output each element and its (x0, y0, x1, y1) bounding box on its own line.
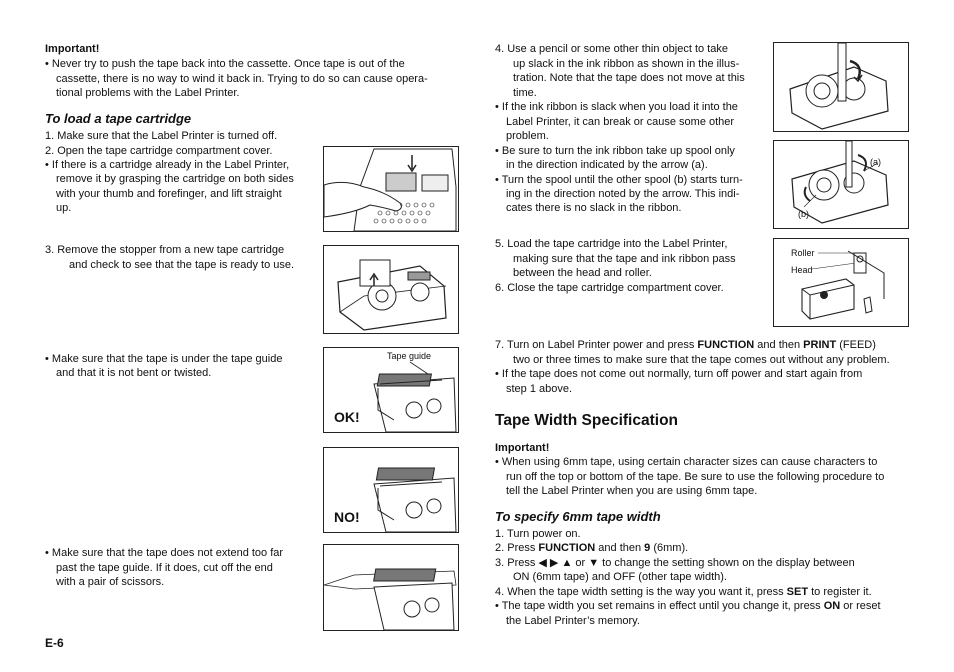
step-7: two or three times to make sure that the tape comes out without any problem. (513, 354, 890, 366)
page-number: E-6 (45, 636, 64, 650)
label-b: (b) (798, 209, 809, 219)
figure-pencil-slack (773, 42, 909, 132)
figure-spools (773, 140, 909, 229)
down-arrow-icon: ▼ (588, 557, 600, 569)
figure-stopper (323, 245, 459, 334)
bullet-line: run off the top or bottom of the tape. Be sure to use the following procedure to (506, 471, 885, 483)
ribbon-spools-illustration (774, 141, 908, 228)
figure-tape-extend (323, 544, 459, 631)
bullet-line: cates there is no slack in the ribbon. (506, 202, 682, 214)
step-1: 1. Make sure that the Label Printer is turned off. (45, 130, 278, 142)
step-3: 3. Remove the stopper from a new tape cartridge (45, 244, 285, 256)
function-key-label: FUNCTION (538, 542, 596, 554)
on-key-label: ON (823, 600, 841, 612)
section-title: Tape Width Specification (495, 412, 679, 429)
spec-step-3: ON (6mm tape) and OFF (other tape width). (513, 571, 727, 583)
head-label: Head (791, 265, 813, 275)
bullet-line: • Be sure to turn the ink ribbon take up spool only (495, 145, 735, 157)
step-4: 4. Use a pencil or some other thin object to take (495, 43, 728, 55)
text: or (572, 557, 589, 569)
cartridge-stopper-illustration (324, 246, 458, 333)
step-7 (495, 338, 876, 352)
figure-roller-head (773, 238, 909, 327)
spec-step-2 (495, 541, 688, 555)
tape-extend-illustration (324, 545, 458, 630)
bullet-line: with a pair of scissors. (56, 576, 165, 588)
bullet-line: ing in the direction noted by the arrow. This indi- (506, 188, 740, 200)
step-5: making sure that the tape and ink ribbon pass (513, 253, 736, 265)
text: to register it. (808, 586, 872, 598)
label-a: (a) (870, 157, 881, 167)
bullet-line: step 1 above. (506, 383, 573, 395)
bullet-line: • Make sure that the tape does not extend too far (45, 547, 284, 559)
arrow-keys-icon: ◀ ▶ ▲ (538, 557, 573, 569)
important-heading: Important! (45, 43, 100, 55)
figure-tape-guide-ok (323, 347, 459, 433)
step-4: time. (513, 87, 537, 99)
bullet-line: • If the tape does not come out normally, turn off power and start again from (495, 368, 863, 380)
figure-tape-guide-no (323, 447, 459, 533)
bullet-line: • When using 6mm tape, using certain character sizes can cause characters to (495, 456, 878, 468)
bullet-line: • If there is a cartridge already in the Label Printer, (45, 159, 290, 171)
step-3: and check to see that the tape is ready to use. (69, 259, 295, 271)
text: or reset (840, 600, 881, 612)
bullet-line: in the direction indicated by the arrow (a). (506, 159, 708, 171)
no-label: NO! (334, 509, 360, 525)
spec-step-3 (495, 556, 855, 570)
text: 4. When the tape width setting is the way you want it, press (495, 586, 787, 598)
step-6: 6. Close the tape cartridge compartment cover. (495, 282, 724, 294)
bullet-line: up. (56, 202, 72, 214)
set-key-label: SET (786, 586, 809, 598)
warning-text-line: • Never try to push the tape back into the cassette. Once tape is out of the (45, 58, 405, 70)
print-key-label: PRINT (803, 339, 837, 351)
figure-remove-cartridge (323, 146, 459, 232)
bullet-line: with your thumb and forefinger, and lift straight (56, 188, 282, 200)
text: and then (754, 339, 804, 351)
text: (6mm). (650, 542, 689, 554)
specify-width-title: To specify 6mm tape width (495, 509, 661, 524)
spec-step-1: 1. Turn power on. (495, 528, 581, 540)
bullet-line: the Label Printer’s memory. (506, 615, 640, 627)
bullet-line: Label Printer, it can break or cause some other (506, 116, 735, 128)
text: 3. Press (495, 557, 539, 569)
tape-guide-label: Tape guide (387, 351, 432, 361)
text: to change the setting shown on the display between (599, 557, 855, 569)
bullet-line: tell the Label Printer when you are using 6mm tape. (506, 485, 758, 497)
step-4: tration. Note that the tape does not move at this (513, 72, 745, 84)
text: 7. Turn on Label Printer power and press (495, 339, 698, 351)
text: 2. Press (495, 542, 539, 554)
bullet-line: • Make sure that the tape is under the tape guide (45, 353, 283, 365)
bullet-line: • Turn the spool until the other spool (b) starts turn- (495, 174, 743, 186)
bullet-line: past the tape guide. If it does, cut off the end (56, 562, 273, 574)
ok-label: OK! (334, 409, 360, 425)
bullet-line: remove it by grasping the cartridge on both sides (56, 173, 294, 185)
roller-label: Roller (791, 248, 815, 258)
text: • The tape width you set remains in effect until you change it, press (495, 600, 824, 612)
bullet-line: problem. (506, 130, 549, 142)
warning-text-line: cassette, there is no way to wind it back in. Trying to do so can cause opera- (56, 73, 428, 85)
pencil-spool-illustration (774, 43, 908, 131)
step-4: up slack in the ink ribbon as shown in the illus- (513, 58, 740, 70)
nine-key-label: 9 (644, 542, 651, 554)
step-5: 5. Load the tape cartridge into the Label Printer, (495, 238, 728, 250)
warning-text-line: tional problems with the Label Printer. (56, 87, 240, 99)
bullet-line: • If the ink ribbon is slack when you load it into the (495, 101, 738, 113)
text: (FEED) (836, 339, 876, 351)
bullet-line: and that it is not bent or twisted. (56, 367, 212, 379)
function-key-label: FUNCTION (697, 339, 755, 351)
bullet-line (495, 599, 881, 613)
spec-step-4 (495, 585, 872, 599)
step-2: 2. Open the tape cartridge compartment cover. (45, 145, 273, 157)
load-cartridge-title: To load a tape cartridge (45, 111, 192, 126)
printer-hand-illustration (324, 147, 458, 231)
important-heading: Important! (495, 442, 550, 454)
text: and then (595, 542, 645, 554)
step-5: between the head and roller. (513, 267, 652, 279)
